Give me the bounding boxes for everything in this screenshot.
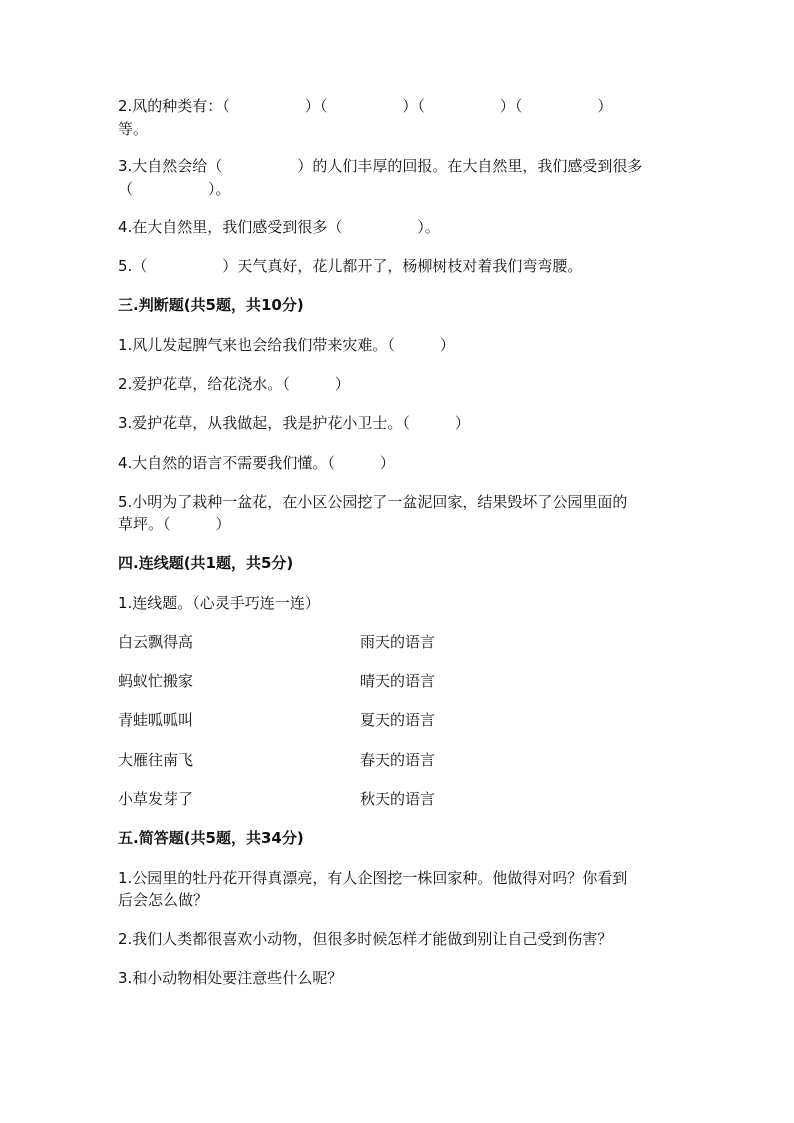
fill-blank-item-2-line2: 等。 (118, 120, 149, 138)
judgment-item-5-line1: 5.小明为了栽种一盆花，在小区公园挖了一盆泥回家，结果毁坏了公园里面的 (118, 493, 628, 511)
judgment-item-3: 3.爱护花草，从我做起，我是护花小卫士。（ ） (118, 414, 470, 432)
fill-blank-item-4: 4.在大自然里，我们感受到很多（ ）。 (118, 218, 440, 236)
matching-left-item: 小草发芽了 (118, 790, 194, 808)
short-answer-item-1-line1: 1.公园里的牡丹花开得真漂亮，有人企图挖一株回家种。他做得对吗？你看到 (118, 869, 628, 887)
section-heading-matching: 四.连线题(共1题，共5分) (118, 554, 294, 572)
short-answer-item-3: 3.和小动物相处要注意些什么呢？ (118, 969, 343, 987)
fill-blank-item-3-line1: 3.大自然会给（ ）的人们丰厚的回报。在大自然里，我们感受到很多 (118, 157, 643, 175)
matching-right-item: 夏天的语言 (360, 711, 436, 729)
matching-right-item: 秋天的语言 (360, 790, 436, 808)
matching-right-item: 雨天的语言 (360, 633, 436, 651)
judgment-item-2: 2.爱护花草，给花浇水。（ ） (118, 375, 350, 393)
fill-blank-item-3-line2: （ ）。 (118, 180, 231, 198)
judgment-item-4: 4.大自然的语言不需要我们懂。（ ） (118, 454, 395, 472)
judgment-item-5-line2: 草坪。（ ） (118, 515, 231, 533)
section-heading-short-answer: 五.简答题(共5题，共34分) (118, 829, 304, 847)
short-answer-item-2: 2.我们人类都很喜欢小动物，但很多时候怎样才能做到别让自己受到伤害？ (118, 930, 613, 948)
matching-left-item: 蚂蚁忙搬家 (118, 672, 194, 690)
matching-left-item: 青蛙呱呱叫 (118, 711, 194, 729)
matching-left-item: 大雁往南飞 (118, 751, 194, 769)
fill-blank-item-2-line1: 2.风的种类有：（ ）（ ）（ ）（ ） (118, 97, 613, 115)
fill-blank-item-5: 5.（ ）天气真好，花儿都开了，杨柳树枝对着我们弯弯腰。 (118, 257, 583, 275)
matching-left-item: 白云飘得高 (118, 633, 194, 651)
matching-right-item: 春天的语言 (360, 751, 436, 769)
matching-question: 1.连线题。（心灵手巧连一连） (118, 594, 320, 612)
short-answer-item-1-line2: 后会怎么做？ (118, 891, 209, 909)
matching-right-item: 晴天的语言 (360, 672, 436, 690)
judgment-item-1: 1.风儿发起脾气来也会给我们带来灾难。（ ） (118, 336, 455, 354)
section-heading-judgment: 三.判断题(共5题，共10分) (118, 296, 304, 314)
